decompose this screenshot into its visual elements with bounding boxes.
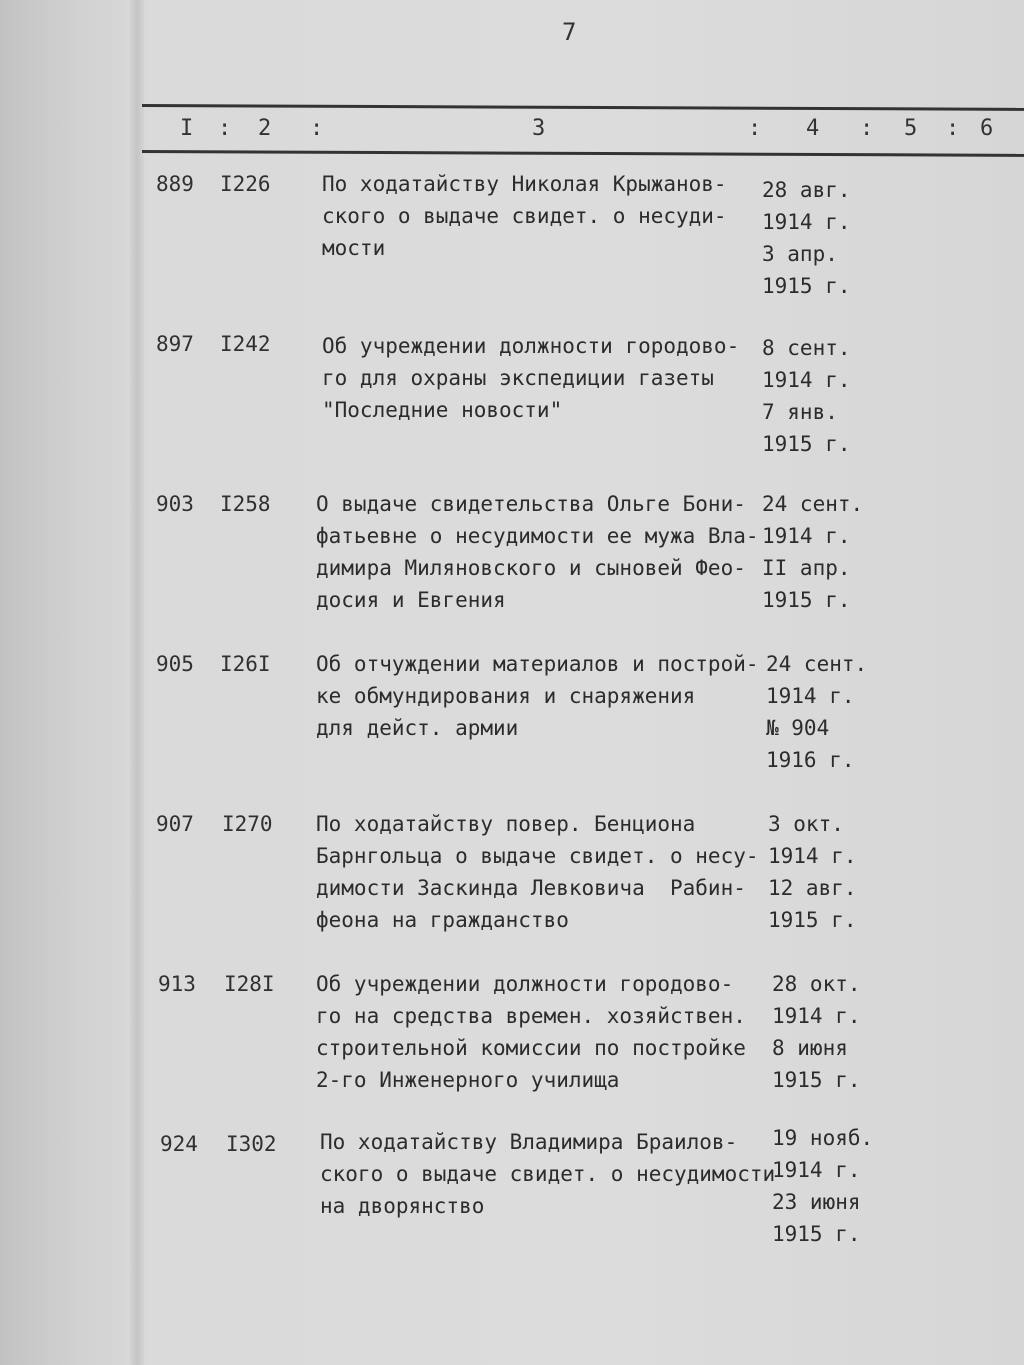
row-description: Об учреждении должности городово- го для охраны экспедиции газеты "Последние новости" xyxy=(322,334,740,422)
row-reference: I258 xyxy=(220,492,271,516)
header-bottom-rule xyxy=(142,150,1024,157)
row-dates: 24 сент. 1914 г. II апр. 1915 г. xyxy=(762,492,864,612)
row-number: 924 xyxy=(160,1132,198,1156)
row-dates: 8 сент. 1914 г. 7 янв. 1915 г. xyxy=(762,336,851,456)
row-reference: I28I xyxy=(224,972,275,996)
header-col-4: 4 xyxy=(806,116,820,141)
row-number: 889 xyxy=(156,172,194,196)
row-reference: I26I xyxy=(220,652,271,676)
header-sep-5: : xyxy=(946,116,960,141)
row-description: По ходатайству Николая Крыжанов- ского о выдаче свидет. о несуди- мости xyxy=(322,172,727,260)
row-description: О выдаче свидетельства Ольге Бони- фатьевне о несудимости ее мужа Вла- димира Миляновского и сыновей Фео- досия и Евгения xyxy=(316,492,759,612)
row-reference: I302 xyxy=(226,1132,277,1156)
row-dates: 28 окт. 1914 г. 8 июня 1915 г. xyxy=(772,972,861,1092)
page-number: 7 xyxy=(562,18,577,46)
row-reference: I242 xyxy=(220,332,271,356)
row-dates: 3 окт. 1914 г. 12 авг. 1915 г. xyxy=(768,812,857,932)
row-description: Об отчуждении материалов и построй- ке обмундирования и снаряжения для дейст. армии xyxy=(316,652,759,740)
row-description: Об учреждении должности городово- го на средства времен. хозяйствен. строительной комиссии по постройке 2-го Инженерного училища xyxy=(316,972,746,1092)
header-col-5: 5 xyxy=(904,116,918,141)
row-number: 907 xyxy=(156,812,194,836)
row-dates: 28 авг. 1914 г. 3 апр. 1915 г. xyxy=(762,178,851,298)
row-number: 913 xyxy=(158,972,196,996)
row-reference: I270 xyxy=(222,812,273,836)
row-description: По ходатайству Владимира Браилов- ского о выдаче свидет. о несудимости на дворянство xyxy=(320,1130,776,1218)
row-dates: 19 нояб. 1914 г. 23 июня 1915 г. xyxy=(772,1126,874,1246)
header-sep-4: : xyxy=(860,116,874,141)
row-number: 897 xyxy=(156,332,194,356)
row-number: 903 xyxy=(156,492,194,516)
header-sep-1: : xyxy=(218,116,232,141)
header-col-6: 6 xyxy=(980,116,994,141)
header-top-rule xyxy=(142,104,1024,111)
header-col-1: I xyxy=(180,116,194,141)
row-description: По ходатайству повер. Бенциона Барнгольца о выдаче свидет. о несу- димости Заскинда Левковича Рабин- феона на гражданство xyxy=(316,812,759,932)
header-sep-3: : xyxy=(748,116,762,141)
header-col-3: 3 xyxy=(532,116,546,141)
row-dates: 24 сент. 1914 г. № 904 1916 г. xyxy=(766,652,868,772)
header-sep-2: : xyxy=(310,116,324,141)
row-reference: I226 xyxy=(220,172,271,196)
page-fold-shadow xyxy=(130,0,144,1365)
header-col-2: 2 xyxy=(258,116,272,141)
row-number: 905 xyxy=(156,652,194,676)
